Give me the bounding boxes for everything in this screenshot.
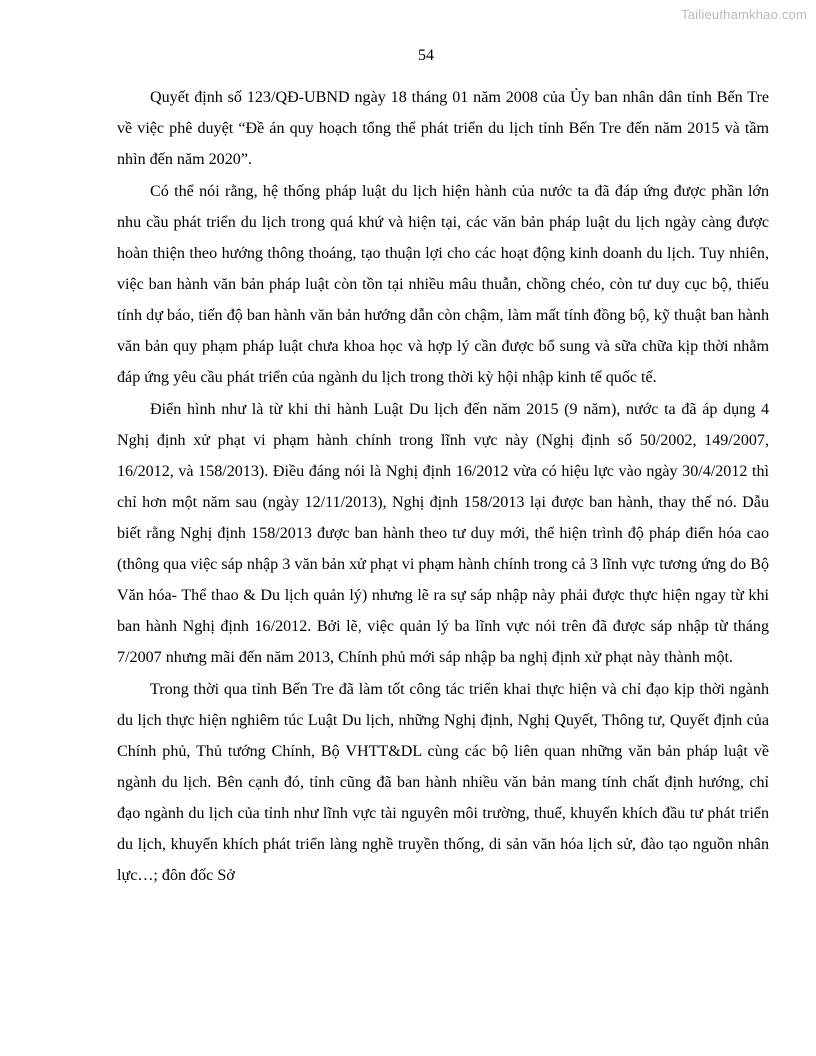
paragraph-decree-example: Điển hình như là từ khi thi hành Luật Du lịch đến năm 2015 (9 năm), nước ta đã áp dụng 4 Nghị định xử phạt vi phạm hành chính trong lĩnh vực này (Nghị định số 50/2002, 149/2007, 16/2012, và 158/2013). Điều đáng nói là Nghị định 16/2012 vừa có hiệu lực vào ngày 30/4/2012 thì chỉ hơn một năm sau (ngày 12/11/2013), Nghị định 158/2013 lại được ban hành, thay thế nó. Dẫu biết rằng Nghị định 158/2013 được ban hành theo tư duy mới, thể hiện trình độ pháp điển hóa cao (thông qua việc sáp nhập 3 văn bản xử phạt vi phạm hành chính trong cả 3 lĩnh vực tương ứng do Bộ Văn hóa- Thể thao & Du lịch quản lý) nhưng lẽ ra sự sáp nhập này phải được thực hiện ngay từ khi ban hành Nghị định 16/2012. Bởi lẽ, việc quản lý ba lĩnh vực nói trên đã được sáp nhập từ tháng 7/2007 nhưng mãi đến năm 2013, Chính phủ mới sáp nhập ba nghị định xử phạt này thành một. xyxy=(117,401,769,666)
paragraph-ben-tre-implementation: Trong thời qua tỉnh Bến Tre đã làm tốt công tác triển khai thực hiện và chỉ đạo kịp thời ngành du lịch thực hiện nghiêm túc Luật Du lịch, những Nghị định, Nghị Quyết, Thông tư, Quyết định của Chính phủ, Thủ tướng Chính, Bộ VHTT&DL cùng các bộ liên quan những văn bản pháp luật về ngành du lịch. Bên cạnh đó, tỉnh cũng đã ban hành nhiều văn bản mang tính chất định hướng, chỉ đạo ngành du lịch của tỉnh như lĩnh vực tài nguyên môi trường, thuế, khuyến khích đầu tư phát triển du lịch, khuyến khích phát triển làng nghề truyền thống, di sản văn hóa lịch sử, đào tạo nguồn nhân lực…; đôn đốc Sở xyxy=(117,681,769,884)
watermark: Tailieuthamkhao.com xyxy=(681,7,807,22)
paragraph-legal-system-assessment: Có thể nói rằng, hệ thống pháp luật du lịch hiện hành của nước ta đã đáp ứng được phần lớn nhu cầu phát triển du lịch trong quá khứ và hiện tại, các văn bản pháp luật du lịch ngày càng được hoàn thiện theo hướng thông thoáng, tạo thuận lợi cho các hoạt động kinh doanh du lịch. Tuy nhiên, việc ban hành văn bản pháp luật còn tồn tại nhiều mâu thuẫn, chồng chéo, còn tư duy cục bộ, thiếu tính dự báo, tiến độ ban hành văn bản hướng dẫn còn chậm, làm mất tính đồng bộ, kỹ thuật ban hành văn bản quy phạm pháp luật chưa khoa học và hợp lý cần được bổ sung và sữa chữa kịp thời nhằm đáp ứng yêu cầu phát triển của ngành du lịch trong thời kỳ hội nhập kinh tế quốc tế. xyxy=(117,183,769,386)
document-body xyxy=(117,82,769,892)
paragraph-decision-reference: Quyết định số 123/QĐ-UBND ngày 18 tháng 01 năm 2008 của Ủy ban nhân dân tỉnh Bến Tre về việc phê duyệt “Đề án quy hoạch tổng thể phát triển du lịch tỉnh Bến Tre đến năm 2015 và tầm nhìn đến năm 2020”. xyxy=(117,89,769,168)
page-number: 54 xyxy=(418,47,434,64)
